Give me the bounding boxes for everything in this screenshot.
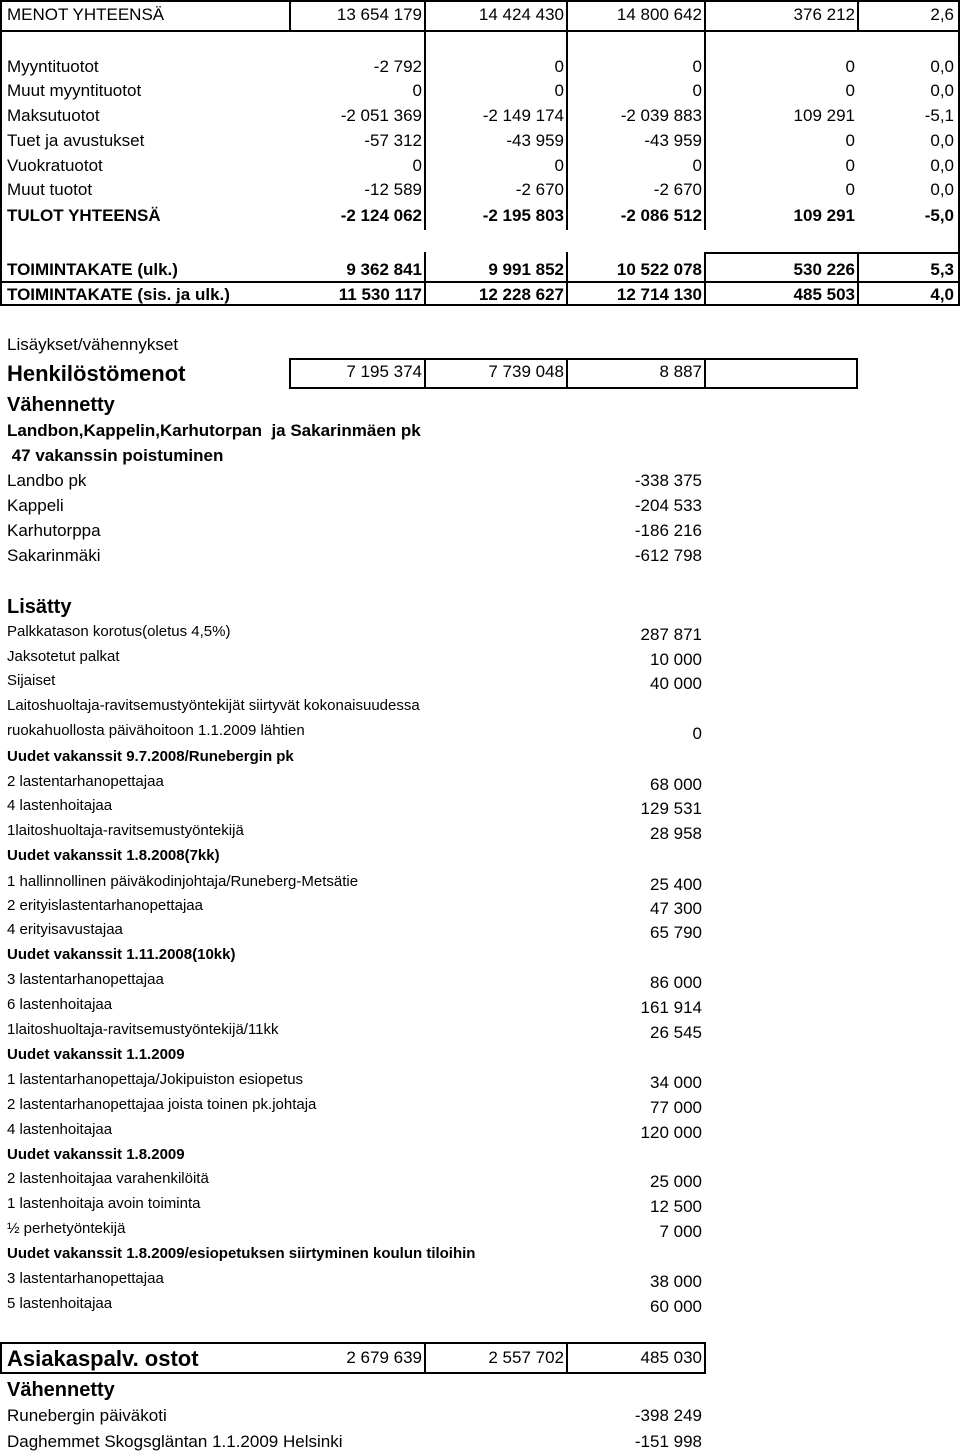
purchases-value: 485 030 bbox=[640, 1348, 702, 1367]
row-label: Tuet ja avustukset bbox=[7, 131, 145, 150]
personnel-value: 7 739 048 bbox=[488, 362, 564, 381]
reduction-label: Kappeli bbox=[7, 496, 64, 515]
table-border bbox=[566, 252, 568, 306]
addition-value: 25 400 bbox=[650, 875, 702, 894]
purchases-reduced-title: Vähennetty bbox=[7, 1379, 115, 1401]
personnel-value: 8 887 bbox=[659, 362, 702, 381]
row-label: Maksutuotot bbox=[7, 106, 100, 125]
addition-value: 120 000 bbox=[640, 1123, 702, 1142]
addition-label: Sijaiset bbox=[7, 672, 56, 689]
addition-value: 287 871 bbox=[640, 625, 702, 644]
cell-value: 10 522 078 bbox=[616, 260, 702, 279]
cell-value: -12 589 bbox=[364, 180, 422, 199]
section-title: Lisäykset/vähennykset bbox=[7, 335, 179, 354]
addition-value: 0 bbox=[692, 724, 702, 743]
box-border bbox=[0, 1342, 706, 1344]
box-border bbox=[566, 358, 568, 389]
cell-value: 0 bbox=[845, 180, 855, 199]
row-label: Vuokratuotot bbox=[7, 156, 103, 175]
addition-value: 68 000 bbox=[650, 775, 702, 794]
addition-value: 86 000 bbox=[650, 973, 702, 992]
personnel-label: Henkilöstömenot bbox=[7, 361, 186, 386]
cell-value: 485 503 bbox=[793, 285, 855, 304]
row-label: Muut tuotot bbox=[7, 180, 93, 199]
reduction-value: -612 798 bbox=[634, 546, 702, 565]
cell-value: 0 bbox=[412, 81, 422, 100]
cell-value: 0 bbox=[845, 156, 855, 175]
table-border bbox=[289, 0, 291, 32]
cell-value: 9 362 841 bbox=[346, 260, 422, 279]
table-border bbox=[424, 0, 426, 230]
cell-value: -2 039 883 bbox=[620, 106, 702, 125]
addition-value: 161 914 bbox=[640, 998, 702, 1017]
box-border bbox=[856, 358, 858, 389]
addition-label: 1laitoshuoltaja-ravitsemustyöntekijä bbox=[7, 822, 244, 839]
addition-label: 4 lastenhoitajaa bbox=[7, 1121, 113, 1138]
table-border bbox=[0, 0, 2, 306]
addition-label: Palkkatason korotus(oletus 4,5%) bbox=[7, 623, 231, 640]
addition-label: 5 lastenhoitajaa bbox=[7, 1295, 113, 1312]
addition-label: 3 lastentarhanopettajaa bbox=[7, 1270, 164, 1287]
box-border bbox=[424, 1342, 426, 1374]
cell-value: 0 bbox=[845, 57, 855, 76]
cell-value: 109 291 bbox=[793, 106, 855, 125]
group-heading: Uudet vakanssit 1.8.2008(7kk) bbox=[7, 847, 220, 864]
addition-value: 7 000 bbox=[659, 1222, 702, 1241]
row-label: Myyntituotot bbox=[7, 57, 99, 76]
cell-value: 2,6 bbox=[930, 5, 954, 24]
cell-value: 0 bbox=[692, 57, 702, 76]
addition-value: 25 000 bbox=[650, 1172, 702, 1191]
addition-label: ½ perhetyöntekijä bbox=[7, 1220, 126, 1237]
addition-value: 65 790 bbox=[650, 923, 702, 942]
row-label: TOIMINTAKATE (ulk.) bbox=[7, 260, 178, 279]
reduced-subtitle: 47 vakanssin poistuminen bbox=[7, 446, 224, 465]
addition-label: 3 lastentarhanopettajaa bbox=[7, 971, 164, 988]
cell-value: -43 959 bbox=[506, 131, 564, 150]
cell-value: 11 530 117 bbox=[338, 285, 422, 304]
box-border bbox=[289, 358, 291, 389]
cell-value: -2 149 174 bbox=[482, 106, 564, 125]
addition-label: ruokahuollosta päivähoitoon 1.1.2009 lähtien bbox=[7, 722, 305, 739]
addition-value: 28 958 bbox=[650, 824, 702, 843]
group-heading: Uudet vakanssit 1.11.2008(10kk) bbox=[7, 946, 236, 963]
table-border bbox=[857, 252, 859, 306]
cell-value: -2 086 512 bbox=[620, 206, 702, 225]
reduction-label: Landbo pk bbox=[7, 471, 87, 490]
addition-label: 2 erityislastentarhanopettajaa bbox=[7, 897, 203, 914]
purchase-reduction-value: -151 998 bbox=[634, 1432, 702, 1451]
purchases-value: 2 557 702 bbox=[488, 1348, 564, 1367]
cell-value: 12 228 627 bbox=[478, 285, 564, 304]
cell-value: -2 124 062 bbox=[340, 206, 422, 225]
reduction-value: -204 533 bbox=[634, 496, 702, 515]
cell-value: 0 bbox=[554, 81, 564, 100]
box-border bbox=[0, 1372, 706, 1374]
addition-label: Jaksotetut palkat bbox=[7, 648, 120, 665]
row-label: Muut myyntituotot bbox=[7, 81, 142, 100]
table-border bbox=[704, 252, 706, 306]
cell-value: 0,0 bbox=[930, 156, 954, 175]
reduction-label: Karhutorppa bbox=[7, 521, 101, 540]
addition-value: 34 000 bbox=[650, 1073, 702, 1092]
table-border bbox=[566, 0, 568, 230]
addition-value: 129 531 bbox=[640, 799, 702, 818]
cell-value: 0,0 bbox=[930, 81, 954, 100]
purchases-value: 2 679 639 bbox=[346, 1348, 422, 1367]
addition-label: 1 lastenhoitaja avoin toiminta bbox=[7, 1195, 201, 1212]
cell-value: -5,1 bbox=[924, 106, 954, 125]
cell-value: 0 bbox=[554, 156, 564, 175]
addition-value: 12 500 bbox=[650, 1197, 702, 1216]
box-border bbox=[289, 358, 858, 360]
cell-value: 109 291 bbox=[793, 206, 855, 225]
purchase-reduction-label: Runebergin päiväkoti bbox=[7, 1406, 167, 1425]
addition-label: 2 lastentarhanopettajaa joista toinen pk.johtaja bbox=[7, 1096, 317, 1113]
reduced-subtitle: Landbon,Kappelin,Karhutorpan ja Sakarinmäen pk bbox=[7, 421, 421, 440]
box-border bbox=[0, 1342, 2, 1374]
reduced-title: Vähennetty bbox=[7, 394, 115, 416]
addition-label: 6 lastenhoitajaa bbox=[7, 996, 113, 1013]
addition-label: Laitoshuoltaja-ravitsemustyöntekijät siirtyvät kokonaisuudessa bbox=[7, 697, 420, 714]
purchases-label: Asiakaspalv. ostot bbox=[7, 1346, 199, 1371]
cell-value: 14 424 430 bbox=[478, 5, 564, 24]
table-border bbox=[0, 281, 960, 283]
box-border bbox=[424, 358, 426, 389]
purchase-reduction-label: Daghemmet Skogsgläntan 1.1.2009 Helsinki bbox=[7, 1432, 343, 1451]
box-border bbox=[704, 358, 706, 389]
table-border bbox=[0, 0, 960, 2]
addition-label: 1 hallinnollinen päiväkodinjohtaja/Runeberg-Metsätie bbox=[7, 873, 359, 890]
reduction-value: -338 375 bbox=[634, 471, 702, 490]
cell-value: -2 195 803 bbox=[482, 206, 564, 225]
group-heading: Uudet vakanssit 1.8.2009 bbox=[7, 1146, 185, 1163]
addition-label: 1 lastentarhanopettaja/Jokipuiston esiopetus bbox=[7, 1071, 304, 1088]
reduction-label: Sakarinmäki bbox=[7, 546, 101, 565]
added-title: Lisätty bbox=[7, 596, 72, 618]
addition-label: 2 lastenhoitajaa varahenkilöitä bbox=[7, 1170, 209, 1187]
group-heading: Uudet vakanssit 9.7.2008/Runebergin pk bbox=[7, 748, 294, 765]
cell-value: 5,3 bbox=[930, 260, 954, 279]
cell-value: 0 bbox=[692, 81, 702, 100]
cell-value: -2 792 bbox=[373, 57, 422, 76]
table-border bbox=[0, 30, 960, 32]
cell-value: -2 051 369 bbox=[340, 106, 422, 125]
cell-value: 0,0 bbox=[930, 57, 954, 76]
reduction-value: -186 216 bbox=[634, 521, 702, 540]
cell-value: -57 312 bbox=[364, 131, 422, 150]
cell-value: 0 bbox=[554, 57, 564, 76]
cell-value: 12 714 130 bbox=[616, 285, 702, 304]
addition-value: 38 000 bbox=[650, 1272, 702, 1291]
addition-label: 4 lastenhoitajaa bbox=[7, 797, 113, 814]
cell-value: 0 bbox=[845, 131, 855, 150]
addition-value: 26 545 bbox=[650, 1023, 702, 1042]
box-border bbox=[704, 1342, 706, 1374]
table-border bbox=[857, 0, 859, 32]
cell-value: -2 670 bbox=[515, 180, 564, 199]
cell-value: 0,0 bbox=[930, 131, 954, 150]
box-border bbox=[566, 1342, 568, 1374]
cell-value: 0 bbox=[412, 156, 422, 175]
addition-value: 47 300 bbox=[650, 899, 702, 918]
cell-value: -5,0 bbox=[924, 206, 954, 225]
addition-value: 10 000 bbox=[650, 650, 702, 669]
table-border bbox=[704, 0, 706, 230]
row-label: MENOT YHTEENSÄ bbox=[7, 5, 165, 24]
addition-value: 77 000 bbox=[650, 1098, 702, 1117]
cell-value: 0 bbox=[845, 81, 855, 100]
addition-label: 2 lastentarhanopettajaa bbox=[7, 773, 164, 790]
table-border bbox=[706, 252, 960, 254]
table-border bbox=[424, 252, 426, 306]
cell-value: 0 bbox=[692, 156, 702, 175]
group-heading: Uudet vakanssit 1.8.2009/esiopetuksen siirtyminen koulun tiloihin bbox=[7, 1245, 476, 1262]
group-heading: Uudet vakanssit 1.1.2009 bbox=[7, 1046, 185, 1063]
cell-value: 0,0 bbox=[930, 180, 954, 199]
personnel-value: 7 195 374 bbox=[346, 362, 422, 381]
box-border bbox=[289, 387, 858, 389]
row-label: TOIMINTAKATE (sis. ja ulk.) bbox=[7, 285, 230, 304]
cell-value: -43 959 bbox=[644, 131, 702, 150]
table-border bbox=[0, 304, 960, 306]
row-label: TULOT YHTEENSÄ bbox=[7, 206, 161, 225]
cell-value: 9 991 852 bbox=[488, 260, 564, 279]
addition-label: 4 erityisavustajaa bbox=[7, 921, 123, 938]
cell-value: 13 654 179 bbox=[336, 5, 422, 24]
cell-value: 376 212 bbox=[793, 5, 855, 24]
addition-value: 60 000 bbox=[650, 1297, 702, 1316]
addition-value: 40 000 bbox=[650, 674, 702, 693]
purchase-reduction-value: -398 249 bbox=[634, 1406, 702, 1425]
cell-value: 4,0 bbox=[930, 285, 954, 304]
addition-label: 1laitoshuoltaja-ravitsemustyöntekijä/11kk bbox=[7, 1021, 279, 1038]
cell-value: -2 670 bbox=[653, 180, 702, 199]
cell-value: 14 800 642 bbox=[616, 5, 702, 24]
cell-value: 530 226 bbox=[793, 260, 855, 279]
